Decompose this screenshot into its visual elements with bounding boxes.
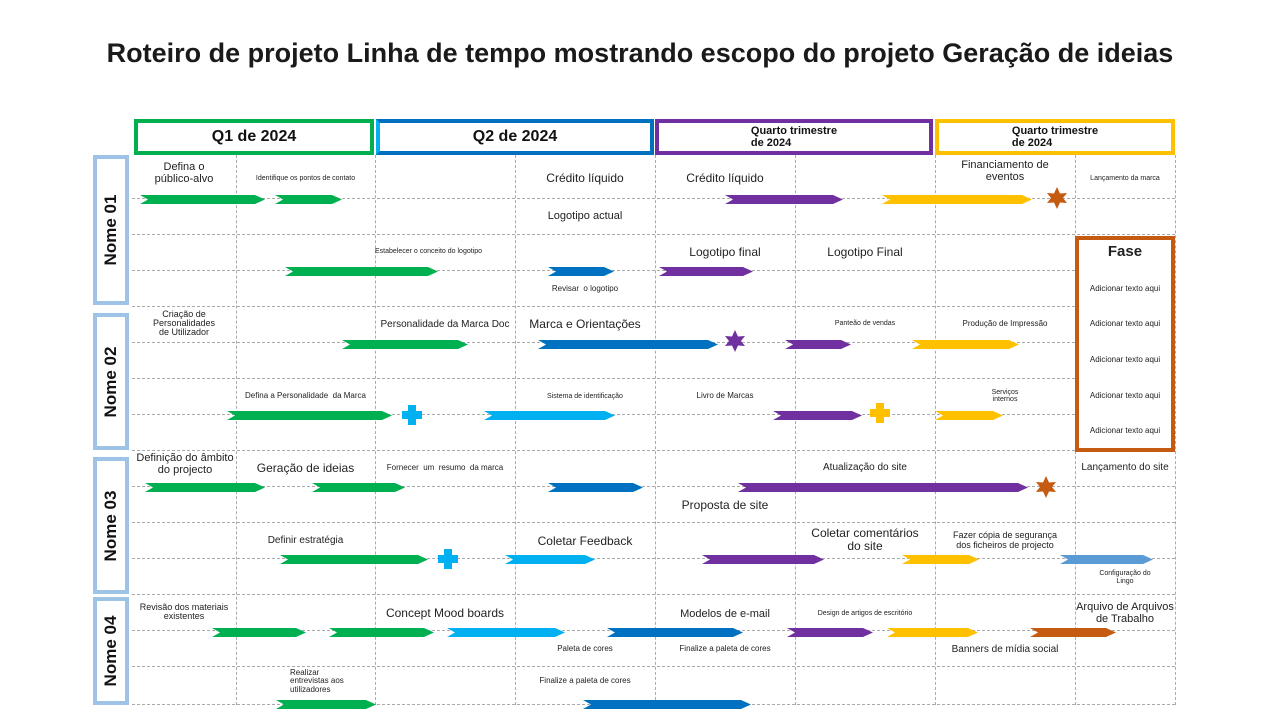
phase-item: Adicionar texto aqui [1089, 426, 1161, 435]
grid-line [132, 234, 1175, 235]
grid-line [375, 155, 376, 705]
quarter-label: Quarto trimestre de 2024 [750, 125, 838, 149]
row-label-nome-03 [93, 457, 129, 594]
row-label-nome-01 [93, 155, 129, 305]
row-label-text: Nome 03 [101, 490, 120, 561]
plus-milestone-icon [437, 548, 459, 570]
task-label: Modelos de e-mail [680, 608, 770, 620]
grid-line [132, 666, 1175, 667]
quarter-header-q3 [655, 119, 933, 155]
task-label: Atualização do site [823, 462, 907, 473]
task-label: Finalize a paleta de cores [679, 644, 771, 653]
grid-line [236, 155, 237, 705]
task-label: Estabelecer o conceito do logotipo [375, 248, 483, 255]
task-label: Concept Mood boards [385, 606, 505, 620]
quarter-header-q2 [376, 119, 654, 155]
task-label: Fazer cópia de segurança dos ficheiros de projecto [952, 530, 1058, 551]
task-arrow [275, 195, 342, 204]
task-arrow [583, 700, 751, 709]
task-label: Logotipo final [689, 245, 761, 259]
task-label: Logotipo actual [547, 210, 623, 222]
task-label: Arquivo de Arquivos de Trabalho [1076, 601, 1174, 626]
task-label: Coletar comentários do site [811, 526, 919, 554]
task-label: Definir estratégia [267, 535, 344, 546]
phase-item: Adicionar texto aqui [1089, 391, 1161, 400]
task-label: Configuração do Lingo [1099, 570, 1151, 585]
task-label: Lançamento da marca [1090, 175, 1160, 182]
task-arrow [1060, 555, 1153, 564]
task-arrow [447, 628, 565, 637]
grid-line [132, 594, 1175, 595]
phase-item: Adicionar texto aqui [1089, 284, 1161, 293]
task-arrow [935, 411, 1003, 420]
plus-milestone-icon [869, 402, 891, 424]
task-arrow [882, 195, 1032, 204]
task-label: Identifique os pontos de contato [255, 175, 356, 182]
task-arrow [659, 267, 753, 276]
task-arrow [280, 555, 428, 564]
task-label: Fornecer um resumo da marca [386, 463, 504, 472]
task-label: Crédito líquido [686, 171, 764, 185]
row-label-nome-04 [93, 597, 129, 705]
task-arrow [725, 195, 843, 204]
task-arrow [538, 340, 718, 349]
quarter-header-q4 [935, 119, 1175, 155]
grid-line [132, 450, 1175, 451]
task-arrow [548, 267, 614, 276]
task-label: Realizar entrevistas aos utilizadores [290, 668, 344, 694]
task-label: Paleta de cores [557, 644, 613, 653]
task-arrow [607, 628, 743, 637]
phase-item: Adicionar texto aqui [1089, 319, 1161, 328]
task-label: Marca e Orientações [529, 317, 641, 331]
task-arrow [738, 483, 1028, 492]
grid-line [795, 155, 796, 705]
task-arrow [140, 195, 265, 204]
task-label: Logotipo Final [827, 245, 903, 259]
task-arrow [505, 555, 595, 564]
task-label: Proposta de site [681, 498, 769, 512]
grid-line [132, 378, 1175, 379]
task-arrow [342, 340, 468, 349]
task-label: Sistema de identificação [547, 393, 623, 400]
task-label: Lançamento do site [1081, 462, 1169, 473]
task-label: Definição do âmbito do projecto [136, 452, 234, 477]
phase-panel [1075, 236, 1175, 452]
task-label: Defina a Personalidade da Marca [245, 391, 366, 400]
task-arrow [702, 555, 824, 564]
grid-line [132, 270, 1175, 271]
task-arrow [902, 555, 979, 564]
phase-item: Adicionar texto aqui [1089, 355, 1161, 364]
grid-line [935, 155, 936, 705]
task-label: Serviços internos [991, 389, 1019, 403]
task-arrow [912, 340, 1019, 349]
task-label: Banners de mídia social [951, 644, 1059, 655]
phase-title: Fase [1107, 243, 1143, 260]
task-arrow [548, 483, 643, 492]
task-arrow [1030, 628, 1116, 637]
task-arrow [212, 628, 306, 637]
grid-line [132, 522, 1175, 523]
task-label: Criação de Personalidades de Utilizador [152, 309, 216, 337]
task-arrow [785, 340, 851, 349]
task-label: Panteão de vendas [834, 320, 896, 327]
task-label: Finalize a paleta de cores [539, 676, 631, 685]
quarter-header-q1 [134, 119, 374, 155]
task-label: Revisão dos materiais existentes [139, 602, 229, 622]
grid-line [655, 155, 656, 705]
row-label-text: Nome 02 [101, 346, 120, 417]
task-label: Design de artigos de escritório [817, 610, 913, 617]
page-title: Roteiro de projeto Linha de tempo mostrando escopo do projeto Geração de ideias [106, 38, 1174, 68]
quarter-label: Q2 de 2024 [472, 128, 558, 145]
task-label: Crédito líquido [546, 171, 624, 185]
task-arrow [329, 628, 434, 637]
grid-line [132, 306, 1175, 307]
grid-line [515, 155, 516, 705]
task-arrow [276, 700, 376, 709]
task-label: Personalidade da Marca Doc [380, 319, 510, 330]
task-label: Financiamento de eventos [961, 159, 1049, 184]
task-arrow [887, 628, 978, 637]
row-label-text: Nome 01 [101, 194, 120, 266]
star-milestone-icon [1034, 475, 1058, 499]
plus-milestone-icon [401, 404, 423, 426]
task-arrow [787, 628, 873, 637]
task-label: Coletar Feedback [537, 534, 633, 548]
task-arrow [484, 411, 615, 420]
task-label: Geração de ideias [256, 461, 355, 475]
task-arrow [227, 411, 392, 420]
task-arrow [312, 483, 405, 492]
task-label: Livro de Marcas [696, 391, 754, 400]
task-arrow [773, 411, 862, 420]
row-label-text: Nome 04 [101, 615, 120, 687]
star-milestone-icon [1045, 186, 1069, 210]
task-arrow [285, 267, 438, 276]
quarter-label: Q1 de 2024 [211, 128, 297, 145]
task-arrow [145, 483, 265, 492]
row-label-nome-02 [93, 313, 129, 450]
star-milestone-icon [723, 329, 747, 353]
quarter-label: Quarto trimestre de 2024 [1011, 125, 1099, 149]
task-label: Defina o público-alvo [154, 161, 214, 186]
task-label: Revisar o logotipo [551, 284, 619, 293]
task-label: Produção de Impressão [962, 319, 1048, 328]
